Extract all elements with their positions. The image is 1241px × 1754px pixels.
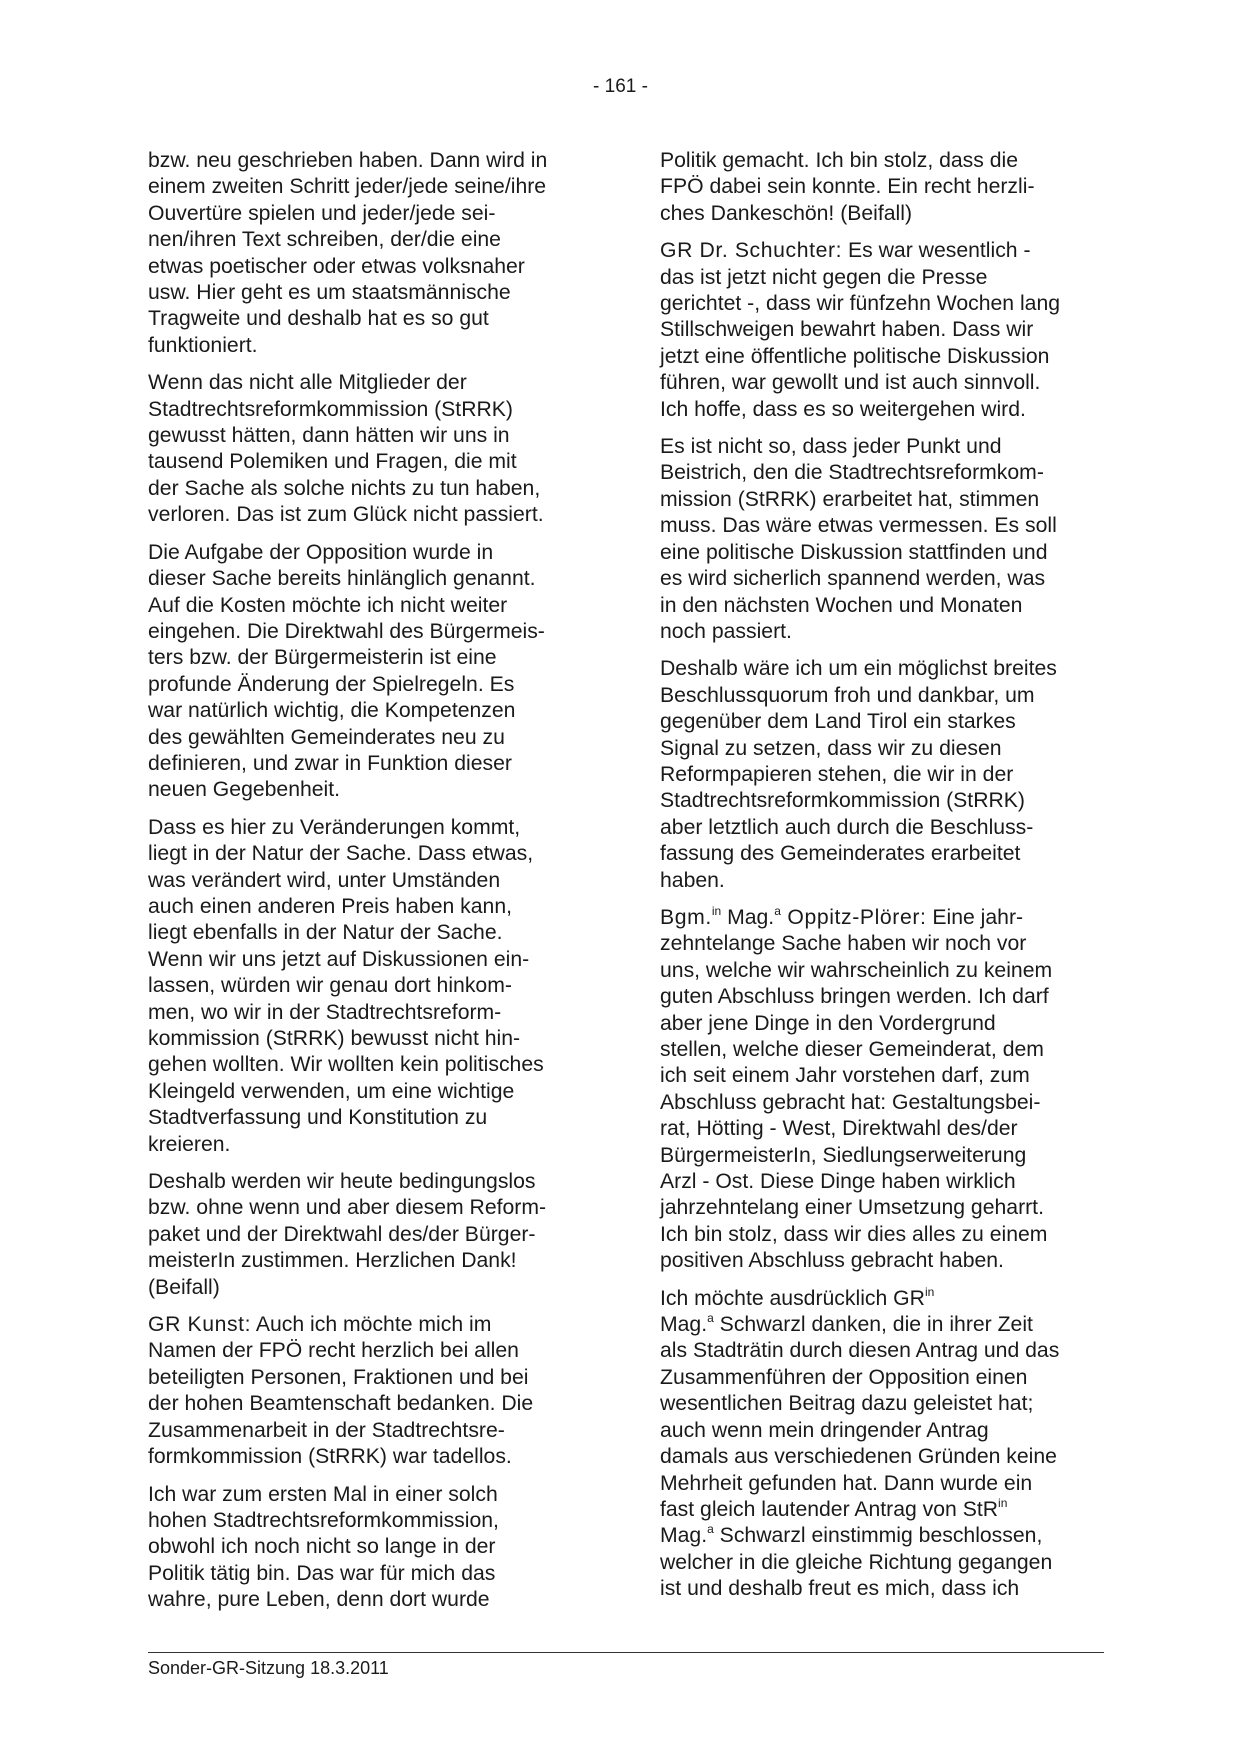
paragraph-text: Mag. bbox=[660, 1313, 708, 1337]
speaker-name: GR Kunst: bbox=[148, 1313, 252, 1337]
superscript: a bbox=[707, 1522, 714, 1537]
superscript: in bbox=[711, 903, 722, 918]
paragraph: Wenn das nicht alle Mitglieder der Stadtrechtsreformkommission (StRRK) gewusst hätten, dann hätten wir uns in tausend Polemiken und Fragen, die mit der Sache als solche nichts zu tun haben, verloren. Das ist zum Glück nicht passiert. bbox=[148, 371, 544, 527]
paragraph-text: Auch ich möchte mich im Namen der FPÖ recht herzlich bei allen beteiligten Personen, Fraktionen und bei der hohen Beamtenschaft bedanken. Die Zusammenarbeit in der Stadtrechtsre- formkommission (StRRK) war tadellos. bbox=[148, 1313, 534, 1469]
page-number: - 161 - bbox=[593, 76, 648, 97]
paragraph: Politik gemacht. Ich bin stolz, dass die FPÖ dabei sein konnte. Ein recht herzli- ches Dankeschön! (Beifall) bbox=[660, 149, 1035, 225]
left-column bbox=[148, 148, 594, 1625]
paragraph bbox=[660, 1286, 1106, 1603]
paragraph-text: Schwarzl danken, die in ihrer Zeit als Stadträtin durch diesen Antrag und das Zusammenführen der Opposition einen wesentlichen Beitrag dazu geleistet hat; auch wenn mein dringender Antrag damals aus verschiedenen Gründen keine Mehrheit gefunden hat. Dann wurde ein fast gleich lautender Antrag von StR bbox=[660, 1313, 1060, 1521]
superscript: a bbox=[774, 903, 781, 918]
paragraph-text: Schwarzl einstimmig beschlossen, welcher in die gleiche Richtung gegangen ist und deshalb freut es mich, dass ich bbox=[660, 1524, 1053, 1601]
paragraph: Die Aufgabe der Opposition wurde in dieser Sache bereits hinlänglich genannt. Auf die Kosten möchte ich nicht weiter eingehen. Die Direktwahl des Bürgermeis- ters bzw. der Bürgermeisterin ist eine profunde Änderung der Spielregeln. Es war natürlich wichtig, die Kompetenzen des gewählten Gemeinderates neu zu definieren, und zwar in Funktion dieser neuen Gegebenheit. bbox=[148, 540, 545, 802]
paragraph-text: Eine jahr- zehntelange Sache haben wir noch vor uns, welche wir wahrscheinlich zu keinem guten Abschluss bringen werden. Ich darf aber jene Dinge in den Vordergrund stellen, welche dieser Gemeinderat, dem ich seit einem Jahr vorstehen darf, zum Abschluss gebracht hat: Gestaltungsbei- rat, Hötting - West, Direktwahl des/der BürgermeisterIn, Siedlungserweiterung Arzl - Ost. Diese Dinge haben wirklich jahrzehntelang einer Umsetzung geharrt. Ich bin stolz, dass wir dies alles zu einem positiven Abschluss gebracht haben. bbox=[660, 905, 1053, 1273]
paragraph: Dass es hier zu Veränderungen kommt, liegt in der Natur der Sache. Dass etwas, was verändert wird, unter Umständen auch einen anderen Preis haben kann, liegt ebenfalls in der Natur der Sache. Wenn wir uns jetzt auf Diskussionen ein- lassen, würden wir genau dort hinkom- men, wo wir in der Stadtrechtsreform- kommission (StRRK) bewusst nicht hin- gehen wollten. Wir wollten kein politisches Kleingeld verwenden, um eine wichtige Stadtverfassung und Konstitution zu kreieren. bbox=[148, 815, 544, 1156]
footer-text: Sonder-GR-Sitzung 18.3.2011 bbox=[148, 1658, 389, 1678]
paragraph: Deshalb wäre ich um ein möglichst breites Beschlussquorum froh und dankbar, um gegenüber dem Land Tirol ein starkes Signal zu setzen, dass wir zu diesen Reformpapieren stehen, die wir in der Stadtrechtsreformkommission (StRRK) aber letztlich auch durch die Beschluss- fassung des Gemeinderates erarbeitet haben. bbox=[660, 657, 1057, 892]
speaker-title: Bgm. bbox=[660, 905, 712, 929]
speaker-title: Mag. bbox=[721, 905, 775, 929]
paragraph: Ich war zum ersten Mal in einer solch hohen Stadtrechtsreformkommission, obwohl ich noch nicht so lange in der Politik tätig bin. Das war für mich das wahre, pure Leben, denn dort wurde bbox=[148, 1482, 499, 1612]
superscript: a bbox=[707, 1311, 714, 1326]
speaker-name: Oppitz-Plörer: bbox=[780, 905, 927, 929]
paragraph bbox=[148, 1312, 594, 1470]
footer-rule bbox=[148, 1652, 1104, 1653]
paragraph bbox=[660, 905, 1106, 1275]
speaker-name: GR Dr. Schuchter: bbox=[660, 239, 843, 263]
paragraph bbox=[660, 238, 1106, 423]
paragraph: Deshalb werden wir heute bedingungslos bzw. ohne wenn und aber diesem Reform- paket und der Direktwahl des/der Bürger- meisterIn zustimmen. Herzlichen Dank! (Beifall) bbox=[148, 1170, 547, 1299]
superscript: in bbox=[924, 1284, 935, 1299]
paragraph: bzw. neu geschrieben haben. Dann wird in einem zweiten Schritt jeder/jede seine/ihre Ouvertüre spielen und jeder/jede sei- nen/ihren Text schreiben, der/die eine etwas poetischer oder etwas volksnaher usw. Hier geht es um staatsmännische Tragweite und deshalb hat es so gut funktioniert. bbox=[148, 149, 548, 357]
superscript: in bbox=[998, 1495, 1008, 1510]
paragraph: Es ist nicht so, dass jeder Punkt und Beistrich, den die Stadtrechtsreformkom- mission (StRRK) erarbeitet hat, stimmen muss. Das wäre etwas vermessen. Es soll eine politische Diskussion stattfinden und es wird sicherlich spannend werden, was in den nächsten Wochen und Monaten noch passiert. bbox=[660, 435, 1057, 643]
paragraph-text: Es war wesentlich - das ist jetzt nicht gegen die Presse gerichtet -, dass wir fünfzehn Wochen lang Stillschweigen bewahrt haben. Dass wir jetzt eine öffentliche politische Diskussion führen, war gewollt und ist auch sinnvoll. Ich hoffe, dass es so weitergehen wird. bbox=[660, 239, 1061, 421]
paragraph-text: Ich möchte ausdrücklich GR bbox=[660, 1286, 925, 1310]
right-column bbox=[660, 148, 1106, 1614]
paragraph-text: Mag. bbox=[660, 1524, 708, 1548]
